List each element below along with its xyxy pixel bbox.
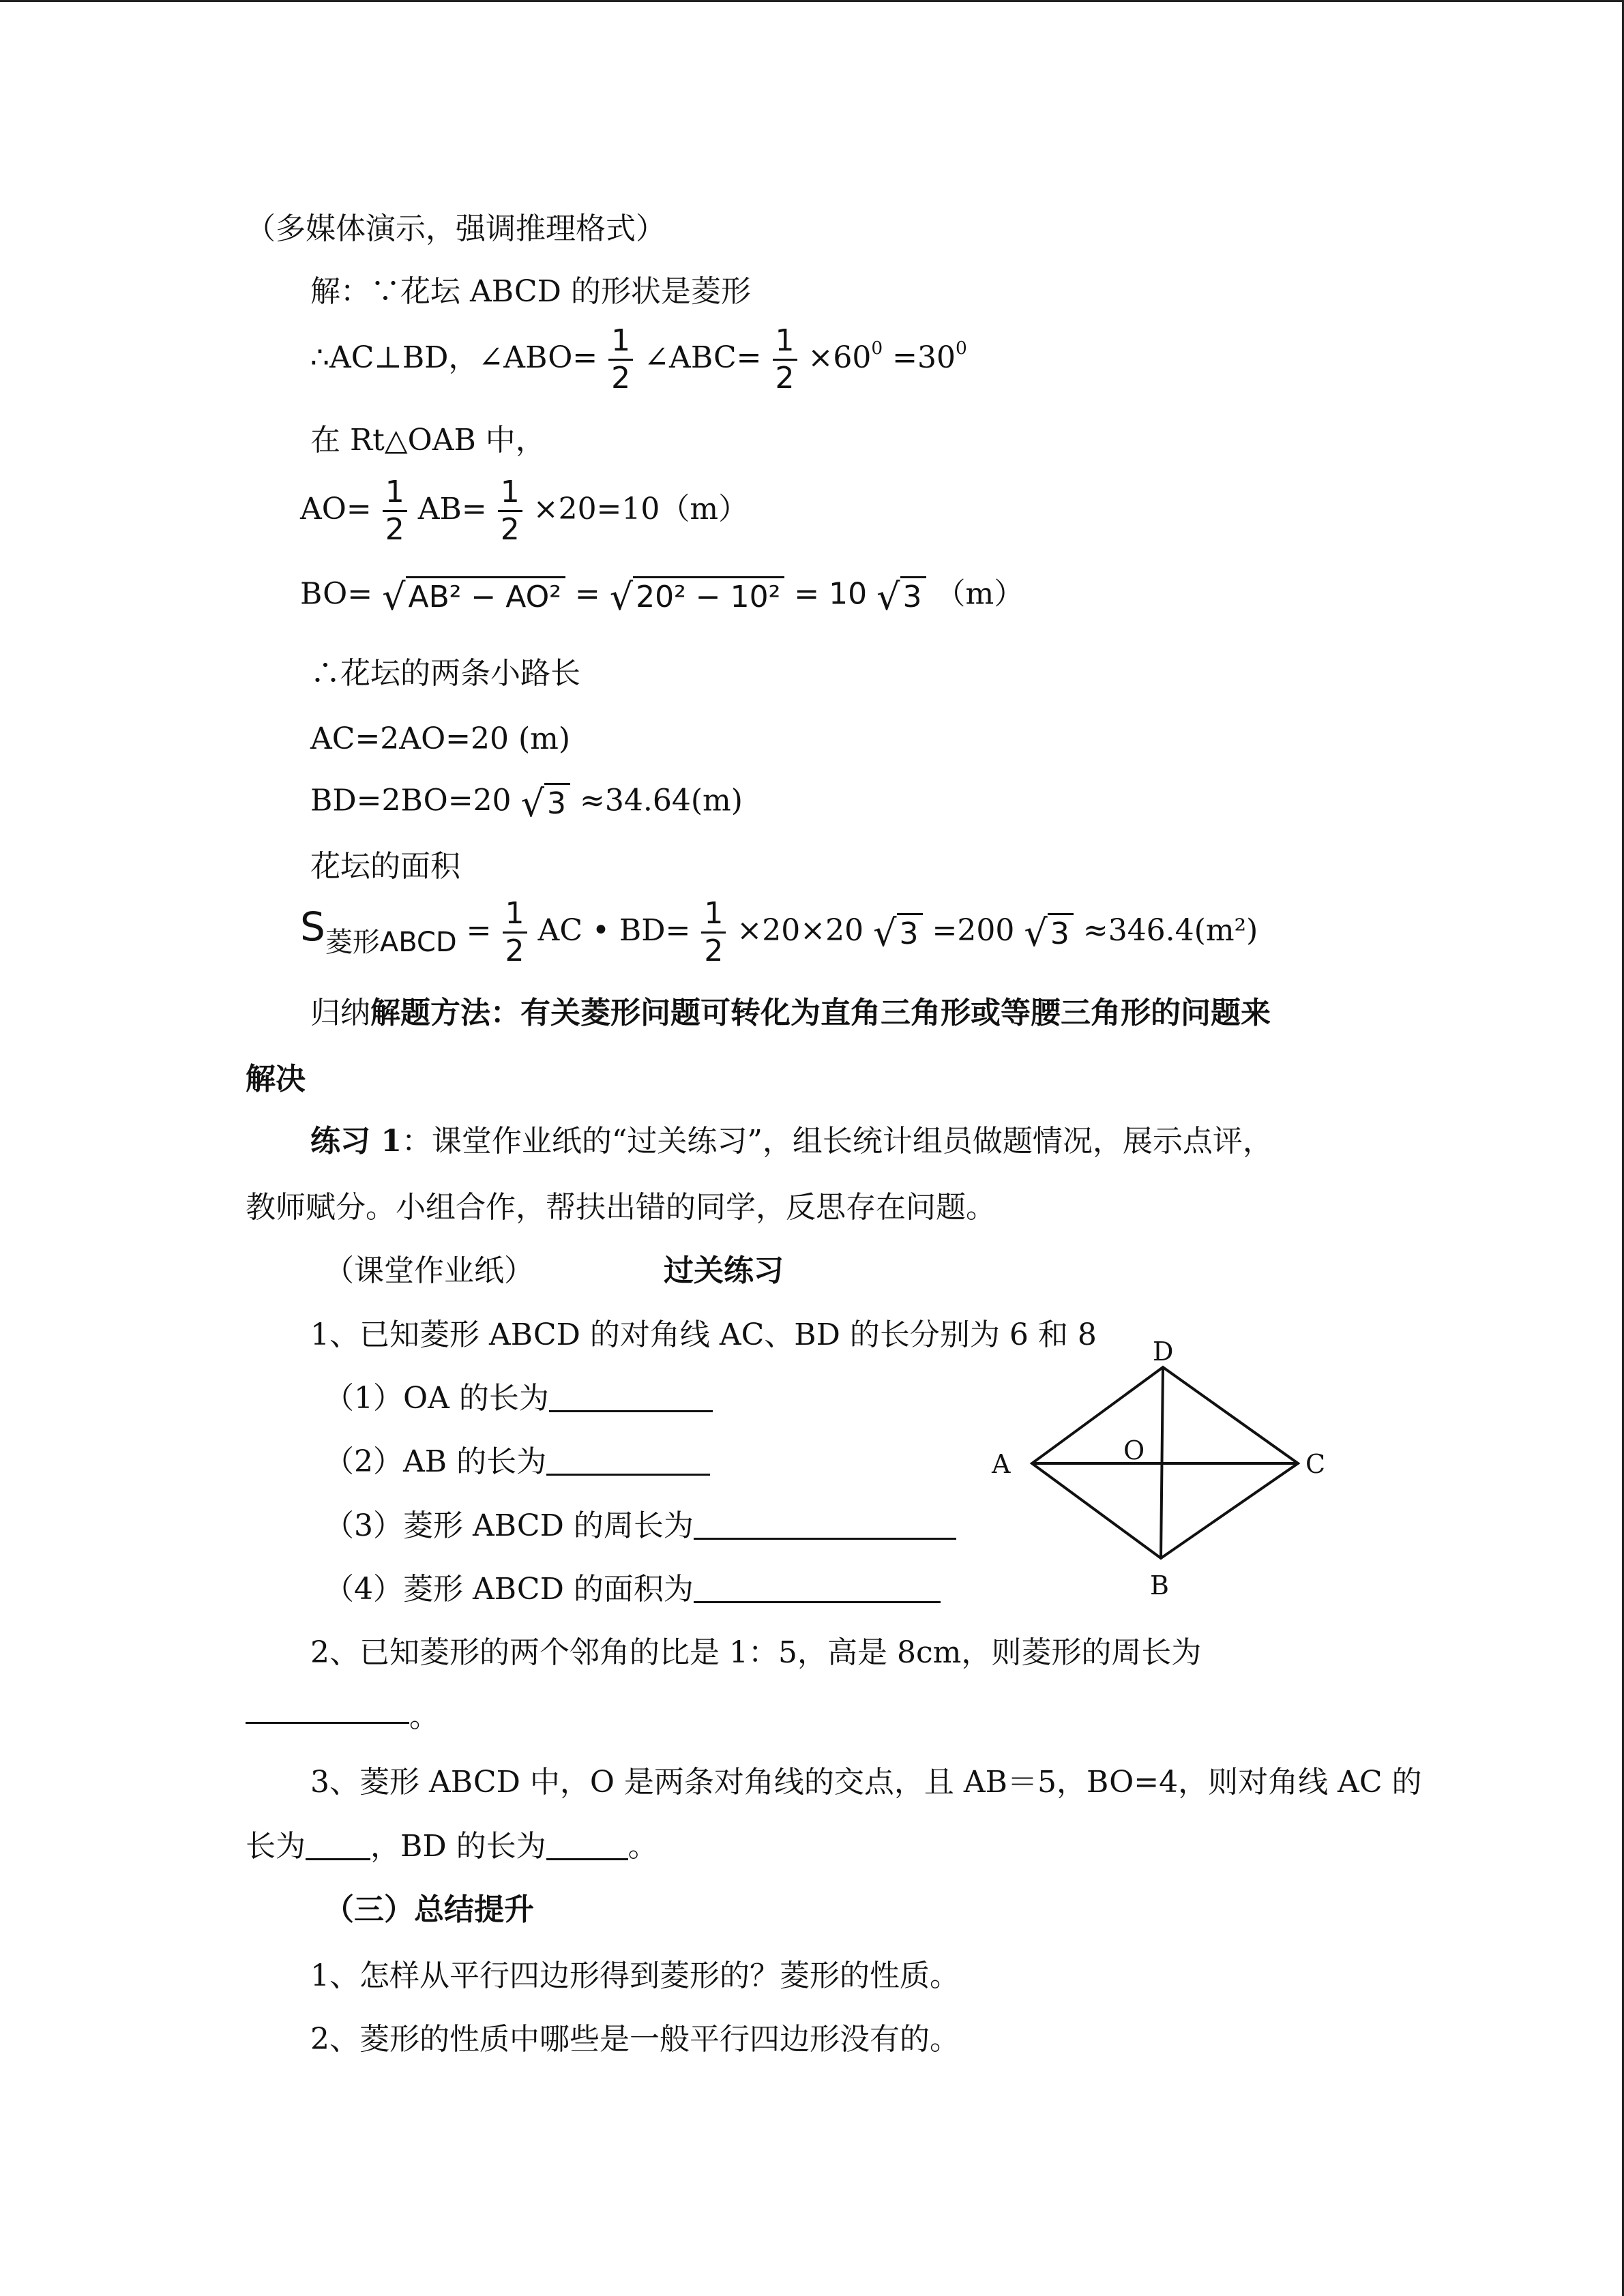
area-subscript: 菱形ABCD xyxy=(325,927,457,958)
question-1-part-3: （3）菱形 ABCD 的周长为 xyxy=(324,1508,956,1545)
sqrt-expression: √ 20² − 10² xyxy=(610,576,785,616)
angle-eq-part3: ×60 xyxy=(808,340,872,375)
sqrt-three: √ 3 xyxy=(1024,913,1073,953)
bo-eq-unit: （m） xyxy=(935,576,1024,612)
top-border xyxy=(0,0,1624,2)
ao-equation xyxy=(300,477,748,545)
exercise-1-text: ：课堂作业纸的“过关练习”，组长统计组员做题情况，展示点评， xyxy=(401,1124,1273,1159)
angle-eq-part2: ∠ABC= xyxy=(644,340,762,375)
exercise-1-label: 练习 1 xyxy=(310,1124,402,1159)
note-multimedia: （多媒体演示，强调推理格式） xyxy=(246,211,666,246)
angle-eq-part4: =30 xyxy=(892,340,956,375)
angle-eq-part1: ∴AC⊥BD，∠ABO= xyxy=(310,340,598,375)
question-3-continued: 长为 ，BD 的长为 。 xyxy=(246,1829,658,1864)
question-1-part-4: （4）菱形 ABCD 的面积为 xyxy=(324,1572,941,1608)
fraction-half: $\frac{1}{2}$ xyxy=(503,899,527,966)
bo-eq-part1: BO= xyxy=(300,576,373,612)
answer-blank[interactable] xyxy=(549,1383,713,1412)
sqrt-three: √ 3 xyxy=(873,913,922,953)
worksheet-label: （课堂作业纸） xyxy=(324,1253,534,1288)
vertex-label-c: C xyxy=(1305,1449,1326,1479)
worksheet-heading xyxy=(324,1253,784,1289)
question-3: 3、菱形 ABCD 中，O 是两条对角线的交点，且 AB＝5，BO=4，则对角线 AC 的 xyxy=(310,1765,1422,1800)
worksheet-title: 过关练习 xyxy=(664,1253,784,1288)
answer-blank[interactable] xyxy=(546,1446,710,1476)
bo-eq-result: = 10 xyxy=(794,576,868,612)
area-eq-part1: AC • BD= xyxy=(537,913,691,948)
paths-statement: ∴花坛的两条小路长 xyxy=(310,656,580,691)
summary-question-1: 1、怎样从平行四边形得到菱形的？菱形的性质。 xyxy=(310,1958,960,1993)
exercise-1-intro xyxy=(310,1124,1273,1160)
diagonal-bd xyxy=(1161,1367,1163,1558)
solution-premise: 解：∵花坛 ABCD 的形状是菱形 xyxy=(310,274,751,309)
center-label-o: O xyxy=(1123,1435,1145,1465)
question-1: 1、已知菱形 ABCD 的对角线 AC、BD 的长分别为 6 和 8 xyxy=(310,1317,1097,1352)
rhombus-diagram xyxy=(982,1337,1337,1609)
area-eq-part3: =200 xyxy=(932,913,1015,948)
area-eq-part4: ≈346.4(m²) xyxy=(1082,913,1258,948)
bd-eq-part2: ≈34.64(m) xyxy=(579,783,743,818)
question-2-continued: 。 xyxy=(246,1699,439,1735)
area-heading: 花坛的面积 xyxy=(310,849,460,884)
question-2: 2、已知菱形的两个邻角的比是 1：5，高是 8cm，则菱形的周长为 xyxy=(310,1635,1202,1670)
triangle-statement: 在 Rt△OAB 中， xyxy=(310,423,546,458)
section-summary-heading: （三）总结提升 xyxy=(324,1892,534,1927)
ao-eq-part1: AO= xyxy=(300,492,372,526)
summary-method xyxy=(310,996,1271,1032)
ac-equation: AC=2AO=20 (m) xyxy=(310,721,571,756)
answer-blank[interactable] xyxy=(306,1831,370,1860)
summary-prefix: 归纳 xyxy=(310,996,370,1030)
bd-eq-part1: BD=2BO=20 xyxy=(310,783,512,818)
bo-eq-equals: = xyxy=(574,576,610,612)
summary-question-2: 2、菱形的性质中哪些是一般平行四边形没有的。 xyxy=(310,2022,960,2057)
vertex-label-b: B xyxy=(1150,1570,1169,1600)
fraction-half: $\frac{1}{2}$ xyxy=(498,477,522,545)
question-1-part-1: （1）OA 的长为 xyxy=(324,1381,713,1417)
fraction-half: $\frac{1}{2}$ xyxy=(773,326,797,393)
vertex-label-d: D xyxy=(1153,1337,1174,1367)
angle-equation xyxy=(310,323,967,396)
answer-blank[interactable] xyxy=(694,1574,941,1603)
ao-eq-part2: AB= xyxy=(417,492,487,526)
summary-method-text: 解题方法：有关菱形问题可转化为直角三角形或等腰三角形的问题来 xyxy=(370,996,1271,1030)
sqrt-three: √ 3 xyxy=(876,576,926,616)
answer-blank[interactable] xyxy=(246,1708,409,1724)
fraction-half: $\frac{1}{2}$ xyxy=(383,477,407,545)
fraction-half: $\frac{1}{2}$ xyxy=(701,899,726,966)
answer-blank[interactable] xyxy=(694,1510,956,1540)
degree-superscript: 0 xyxy=(871,338,883,359)
fraction-half: $\frac{1}{2}$ xyxy=(608,326,633,393)
bo-equation xyxy=(300,576,1024,616)
summary-method-continued: 解决 xyxy=(246,1062,306,1097)
sqrt-three: √ 3 xyxy=(521,783,570,822)
exercise-1-continued: 教师赋分。小组合作，帮扶出错的同学，反思存在问题。 xyxy=(246,1190,996,1225)
sqrt-expression: √ AB² − AO² xyxy=(382,576,565,616)
ao-eq-part3: ×20=10（m） xyxy=(533,492,749,526)
answer-blank[interactable] xyxy=(546,1831,628,1860)
vertex-label-a: A xyxy=(992,1449,1011,1479)
area-equation xyxy=(300,896,1258,968)
area-eq-equals: = xyxy=(466,913,492,948)
question-1-part-2: （2）AB 的长为 xyxy=(324,1444,710,1480)
bd-equation xyxy=(310,781,743,825)
degree-superscript: 0 xyxy=(956,338,967,359)
area-eq-part2: ×20×20 xyxy=(737,913,864,948)
area-symbol: S xyxy=(300,904,325,950)
